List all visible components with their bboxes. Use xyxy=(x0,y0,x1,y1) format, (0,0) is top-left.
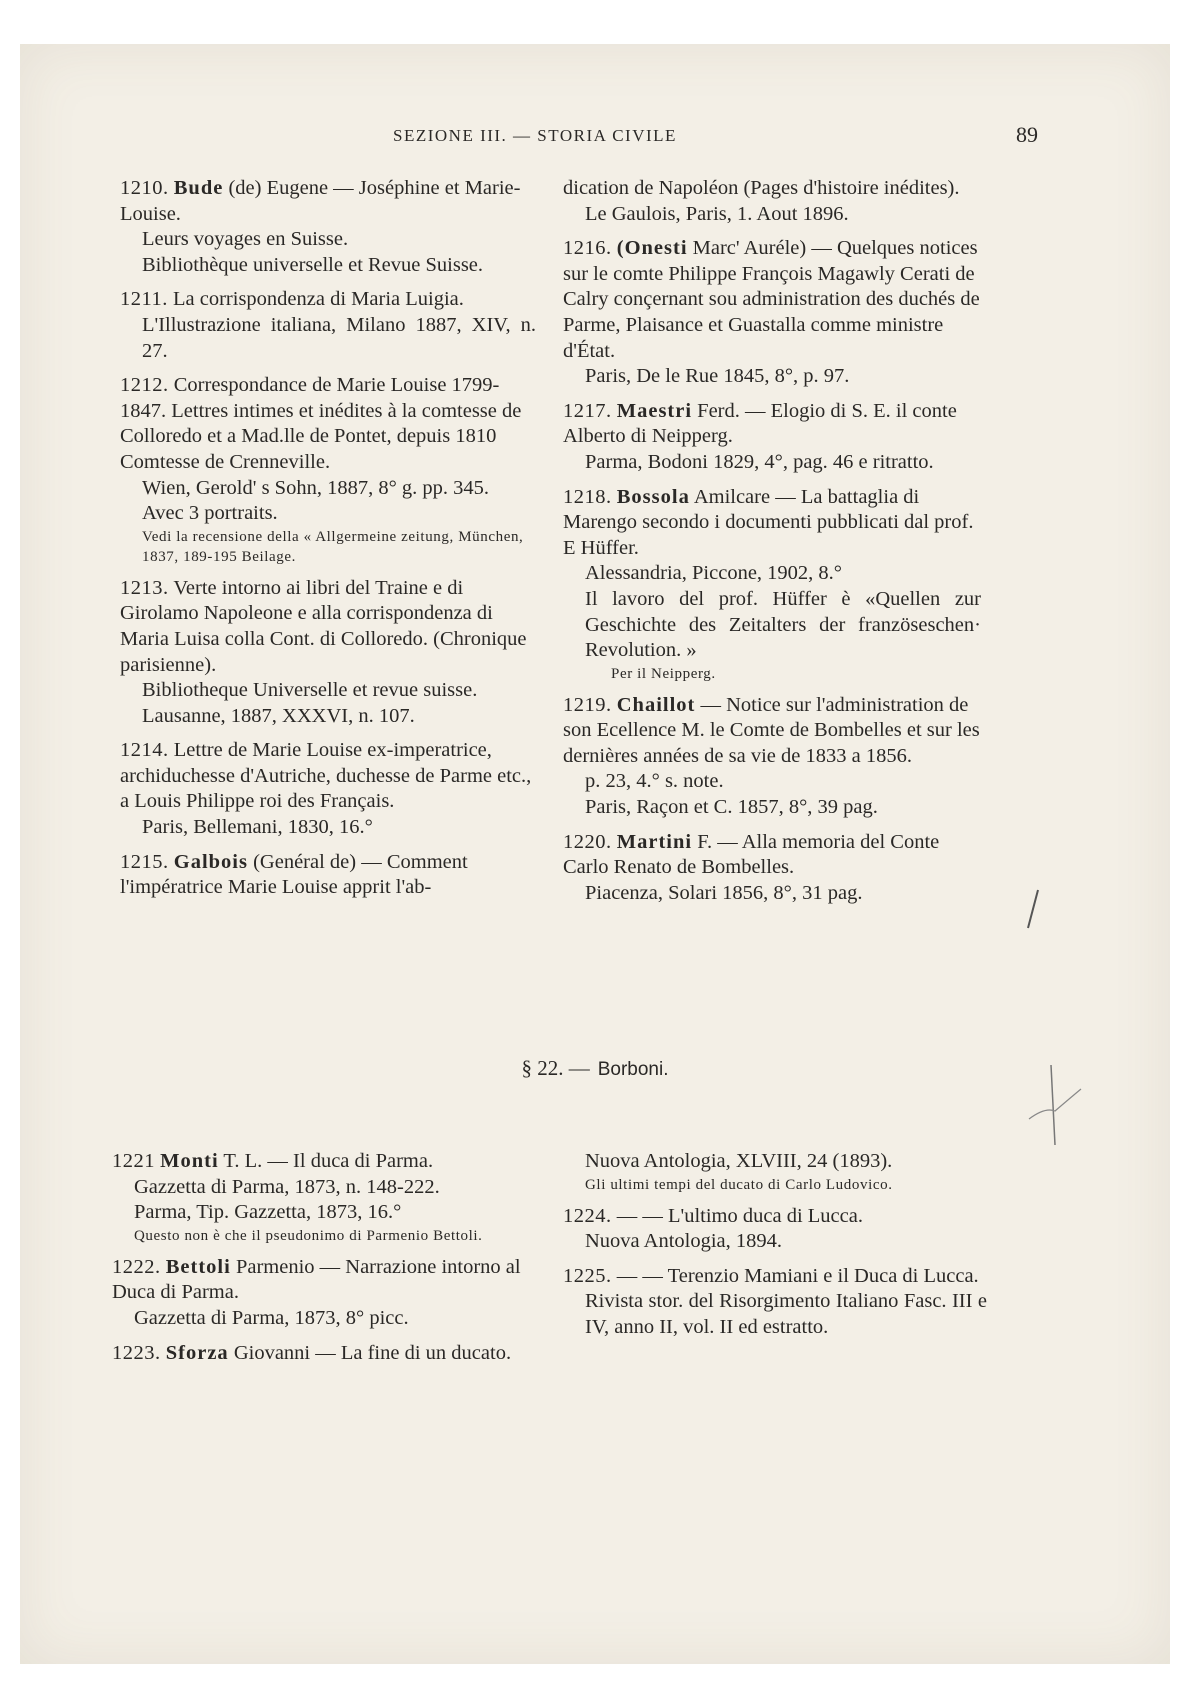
entry-number: 1221 xyxy=(112,1150,155,1172)
entry-number: 1212. xyxy=(120,374,169,397)
column-bottom-right xyxy=(563,1149,987,1350)
entry-note: Vedi la recensione della « Allgermeine zeitung, München, 1837, 189-195 Beilage. xyxy=(142,528,524,565)
entry-line: Rivista stor. del Risorgimento Italiano Fasc. III e IV, anno II, vol. II ed estratto. xyxy=(585,1290,987,1338)
bibliography-entry xyxy=(112,1341,534,1367)
bibliography-entry xyxy=(112,1149,534,1246)
entry-title: Giovanni — La fine di un ducato. xyxy=(228,1341,512,1364)
column-top-left xyxy=(120,176,536,910)
entry-line: Nuova Antologia, XLVIII, 24 (1893). xyxy=(585,1150,893,1172)
entry-title: dication de Napoléon (Pages d'histoire inédites). xyxy=(563,177,960,199)
section-name: Borboni. xyxy=(597,1059,669,1080)
entry-author: Maestri xyxy=(616,399,693,422)
entry-line: p. 23, 4.° s. note. xyxy=(585,770,724,793)
bibliography-entry xyxy=(120,738,536,840)
bibliography-entry xyxy=(563,830,981,907)
entry-author: Bude xyxy=(173,177,224,199)
entry-title: Lettre de Marie Louise ex-imperatrice, archiduchesse d'Autriche, duchesse de Parme etc., a Louis Philippe roi des Français. xyxy=(120,739,532,813)
entry-line: Alessandria, Piccone, 1902, 8.° xyxy=(585,562,842,585)
entry-title: — — L'ultimo duca di Lucca. xyxy=(611,1204,863,1227)
entry-title: (de) Eugene — Joséphine et Marie-Louise. xyxy=(120,177,521,225)
entry-author: Martini xyxy=(616,830,693,853)
running-head-title: SEZIONE III. — STORIA CIVILE xyxy=(393,126,677,145)
entry-author: (Onesti xyxy=(616,237,688,260)
entry-line: Paris, Bellemani, 1830, 16.° xyxy=(142,816,373,839)
entry-line: Il lavoro del prof. Hüffer è «Quellen zur Geschichte des Zeitalters der französeschen· Revolution. » xyxy=(585,587,981,662)
entry-number: 1219. xyxy=(563,693,612,716)
entry-number: 1220. xyxy=(563,830,612,853)
entry-title: T. L. — Il duca di Parma. xyxy=(218,1150,434,1172)
entry-number: 1213. xyxy=(120,576,169,599)
bibliography-entry xyxy=(120,576,536,730)
entry-title: F. — Alla memoria del Conte Carlo Renato de Bombelles. xyxy=(563,830,940,879)
entry-title: (Genéral de) — Comment l'impératrice Marie Louise apprit l'ab- xyxy=(120,850,468,899)
section-number: § 22. — xyxy=(521,1056,590,1080)
entry-line: Bibliothèque universelle et Revue Suisse. xyxy=(142,253,484,276)
entry-line: Leurs voyages en Suisse. xyxy=(142,228,349,251)
entry-title: La corrispondenza di Maria Luigia. xyxy=(167,288,464,311)
entry-number: 1223. xyxy=(112,1341,161,1364)
entry-line: Paris, Raçon et C. 1857, 8°, 39 pag. xyxy=(585,796,878,819)
entry-note: Questo non è che il pseudonimo di Parmenio Bettoli. xyxy=(134,1227,483,1244)
entry-author: Sforza xyxy=(165,1341,229,1364)
entry-title: Amilcare — La battaglia di Marengo secondo i documenti pubblicati dal prof. E Hüffer. xyxy=(563,485,974,559)
pencil-mark xyxy=(1020,884,1050,934)
bibliography-entry xyxy=(120,373,536,567)
book-page xyxy=(20,44,1170,1664)
running-head xyxy=(20,122,1170,150)
entry-number: 1218. xyxy=(563,485,612,508)
section-heading xyxy=(20,1056,1170,1081)
entry-line: Nuova Antologia, 1894. xyxy=(585,1230,783,1253)
column-bottom-left xyxy=(112,1149,534,1375)
entry-author: Monti xyxy=(160,1150,219,1172)
bibliography-entry xyxy=(120,287,536,364)
entry-line: Parma, Tip. Gazzetta, 1873, 16.° xyxy=(134,1201,402,1224)
entry-line: Bibliotheque Universelle et revue suisse. xyxy=(142,679,478,702)
entry-author: Galbois xyxy=(173,850,248,873)
entry-title: — — Terenzio Mamiani e il Duca di Lucca. xyxy=(611,1264,979,1287)
entry-number: 1222. xyxy=(112,1255,161,1278)
bibliography-entry xyxy=(112,1255,534,1332)
entry-line: L'Illustrazione italiana, Milano 1887, XIV, n. 27. xyxy=(142,313,536,362)
entry-author: Bossola xyxy=(616,485,690,508)
bibliography-entry xyxy=(563,485,981,684)
entry-number: 1225. xyxy=(563,1264,612,1287)
entry-title: Marc' Auréle) — Quelques notices sur le comte Philippe François Magawly Cerati de Calry conçernant sou administration des duchés de Parme, Plaisance et Guastalla comme ministre d'État. xyxy=(563,237,980,362)
entry-number: 1224. xyxy=(563,1204,612,1227)
entry-number: 1210. xyxy=(120,177,169,199)
entry-number: 1214. xyxy=(120,739,169,762)
entry-number: 1215. xyxy=(120,850,169,873)
entry-note: Gli ultimi tempi del ducato di Carlo Ludovico. xyxy=(585,1176,893,1193)
entry-title: Ferd. — Elogio di S. E. il conte Alberto di Neipperg. xyxy=(563,399,957,448)
bibliography-entry xyxy=(563,236,981,390)
entry-line: Lausanne, 1887, XXXVI, n. 107. xyxy=(142,704,415,727)
entry-title: — Notice sur l'administration de son Ecellence M. le Comte de Bombelles et sur les dernières années de sa vie de 1833 a 1856. xyxy=(563,693,980,767)
entry-author: Chaillot xyxy=(616,693,696,716)
entry-line: Paris, De le Rue 1845, 8°, p. 97. xyxy=(585,365,850,388)
entry-number: 1217. xyxy=(563,399,612,422)
page-number: 89 xyxy=(1016,122,1038,147)
entry-line: Gazzetta di Parma, 1873, 8° picc. xyxy=(134,1306,409,1329)
entry-note: Per il Neipperg. xyxy=(611,665,716,682)
bibliography-entry xyxy=(563,693,981,821)
entry-title: Verte intorno ai libri del Traine e di Girolamo Napoleone e alla corrispondenza di Maria Luisa colla Cont. di Colloredo. (Chronique parisienne). xyxy=(120,576,527,676)
bibliography-entry xyxy=(120,176,536,278)
entry-number: 1216. xyxy=(563,237,612,260)
entry-title: Correspondance de Marie Louise 1799-1847. Lettres intimes et inédites à la comtesse de Colloredo et a Mad.lle de Pontet, depuis 1810 Comtesse de Crenneville. xyxy=(120,374,522,473)
entry-line: Parma, Bodoni 1829, 4°, pag. 46 e ritratto. xyxy=(585,450,934,473)
entry-number: 1211. xyxy=(120,288,168,311)
column-top-right xyxy=(563,176,981,915)
entry-line: Avec 3 portraits. xyxy=(142,502,278,525)
entry-line: Le Gaulois, Paris, 1. Aout 1896. xyxy=(585,202,849,225)
bibliography-entry xyxy=(120,850,536,901)
bibliography-entry xyxy=(563,399,981,476)
entry-line: Piacenza, Solari 1856, 8°, 31 pag. xyxy=(585,881,863,904)
pencil-cross-mark xyxy=(1025,1059,1085,1149)
bibliography-entry xyxy=(563,1149,987,1195)
bibliography-entry xyxy=(563,1264,987,1341)
entry-author: Bettoli xyxy=(165,1255,231,1278)
entry-title: Parmenio — Narrazione intorno al Duca di Parma. xyxy=(112,1255,521,1304)
bibliography-entry xyxy=(563,1204,987,1255)
entry-line: Gazzetta di Parma, 1873, n. 148-222. xyxy=(134,1175,440,1198)
entry-line: Wien, Gerold' s Sohn, 1887, 8° g. pp. 345. xyxy=(142,476,490,499)
bibliography-entry xyxy=(563,176,981,227)
